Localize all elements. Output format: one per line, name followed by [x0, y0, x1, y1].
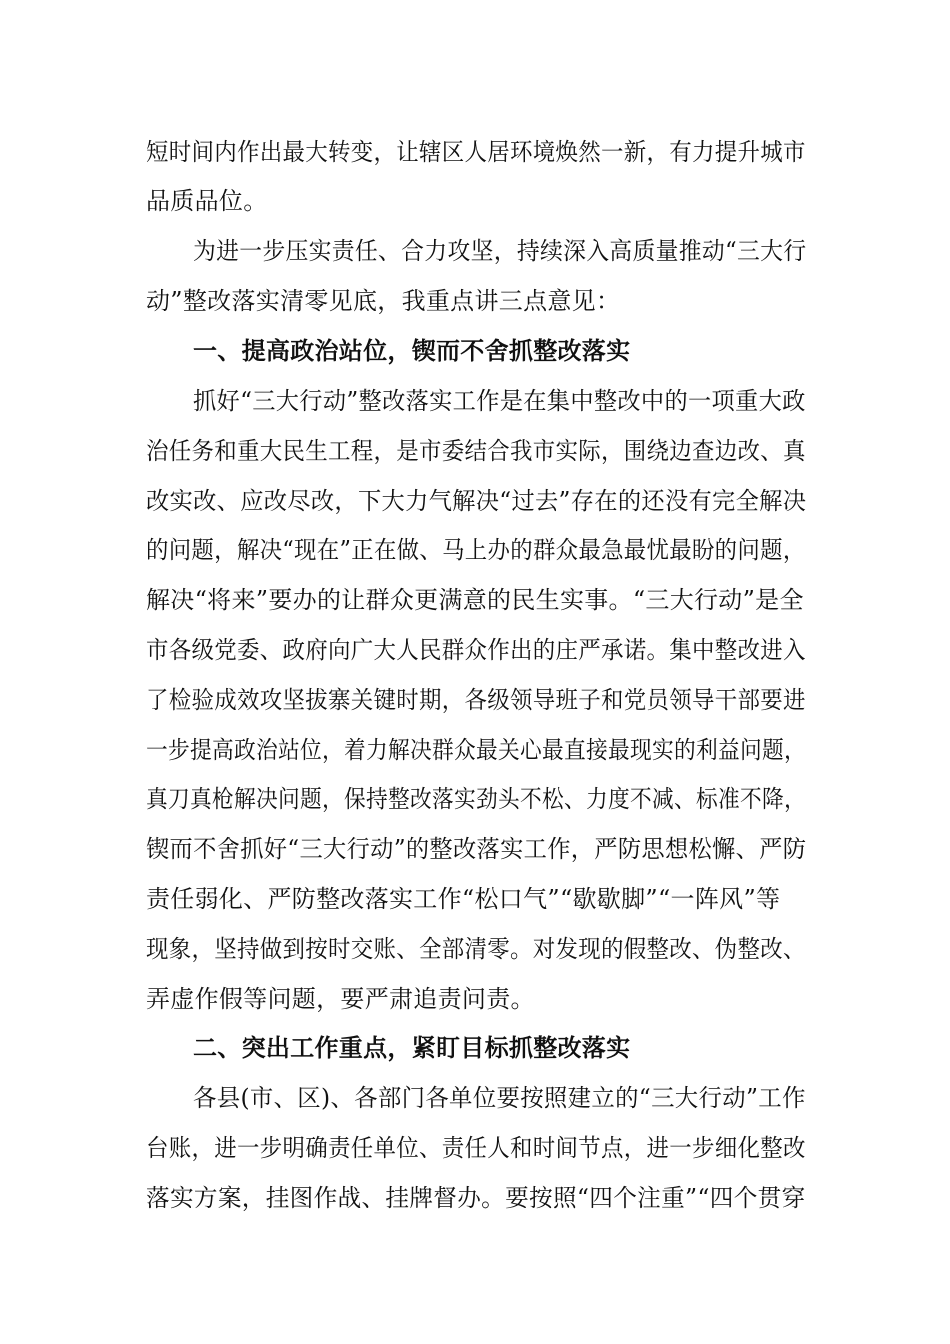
- body-text-line: 治任务和重大民生工程，是市委结合我市实际，围绕边查边改、真: [146, 437, 806, 465]
- body-text-line: 一步提高政治站位，着力解决群众最关心最直接最现实的利益问题，: [146, 736, 806, 764]
- body-text-line: 锲而不舍抓好“三大行动”的整改落实工作，严防思想松懈、严防: [146, 835, 807, 863]
- body-text-line: 台账，进一步明确责任单位、责任人和时间节点，进一步细化整改: [146, 1134, 806, 1162]
- body-text-line: 品质品位。: [146, 187, 268, 215]
- paragraph-first-line: 为进一步压实责任、合力攻坚，持续深入高质量推动“三大行: [193, 237, 807, 265]
- body-text-line: 责任弱化、严防整改落实工作“松口气”“歇歇脚”“一阵风”等: [146, 885, 781, 913]
- body-text-line: 解决“将来”要办的让群众更满意的民生实事。“三大行动”是全: [146, 586, 804, 614]
- body-text-line: 弄虚作假等问题，要严肃追责问责。: [146, 985, 535, 1013]
- section-heading-2: 二、突出工作重点，紧盯目标抓整改落实: [193, 1034, 631, 1062]
- body-text-line: 动”整改落实清零见底，我重点讲三点意见：: [146, 287, 621, 315]
- body-text-line: 短时间内作出最大转变，让辖区人居环境焕然一新，有力提升城市: [146, 138, 806, 166]
- body-text-line: 落实方案，挂图作战、挂牌督办。要按照“四个注重”“四个贯穿: [146, 1184, 806, 1212]
- body-text-line: 改实改、应改尽改，下大力气解决“过去”存在的还没有完全解决: [146, 487, 807, 515]
- body-text-line: 市各级党委、政府向广大人民群众作出的庄严承诺。集中整改进入: [146, 636, 806, 664]
- section-heading-1: 一、提高政治站位，锲而不舍抓整改落实: [193, 337, 631, 365]
- body-text-line: 真刀真枪解决问题，保持整改落实劲头不松、力度不减、标准不降，: [146, 785, 806, 813]
- body-text-line: 了检验成效攻坚拔寨关键时期，各级领导班子和党员领导干部要进: [146, 686, 806, 714]
- body-text-line: 现象，坚持做到按时交账、全部清零。对发现的假整改、伪整改、: [146, 935, 806, 963]
- body-text-line: 的问题，解决“现在”正在做、马上办的群众最急最忧最盼的问题，: [146, 536, 806, 564]
- paragraph-first-line: 各县(市、区)、各部门各单位要按照建立的“三大行动”工作: [193, 1084, 806, 1112]
- paragraph-first-line: 抓好“三大行动”整改落实工作是在集中整改中的一项重大政: [193, 387, 806, 415]
